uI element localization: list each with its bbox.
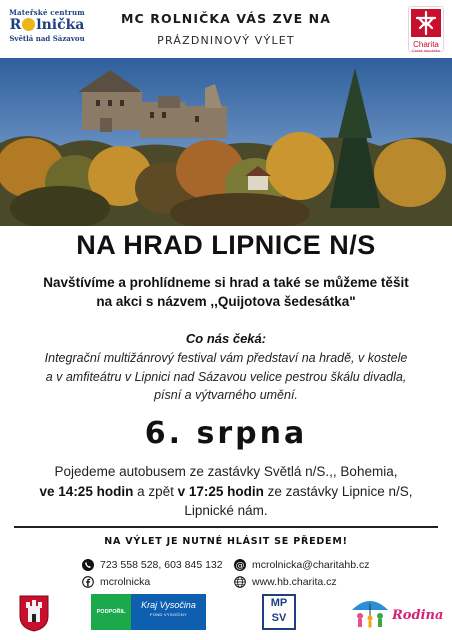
facebook-contact [82,575,150,589]
program-line1: Integrační multižánrový festival vám představí na hradě, v kostele [44,351,408,365]
program-line2: a v amfiteátru v Lipnici nad Sázavou velice pestrou škálu divadla, [45,369,407,384]
header-title-line1: MC ROLNIČKA VÁS ZVE NA [121,11,331,26]
main-title: NA HRAD LIPNICE N/S [76,230,376,260]
charita-logo-subtitle: Česká republika [412,49,440,53]
phone-contact [82,558,223,572]
transport-line1: Pojedeme autobusem ze zastávky Světlá n/S.,, Bohemia, [54,464,398,479]
mpsv-logo [262,594,296,630]
facebook-icon [82,576,94,588]
rolnicka-logo-name [6,17,88,34]
rolnicka-logo-name-post: lnička [36,17,85,33]
header [0,0,452,58]
kraj-vysocina-logo [91,594,206,630]
mpsv-line2: SV [271,612,287,624]
intro-text [10,273,442,311]
email-contact [234,558,369,572]
kraj-name-block [131,594,206,630]
rolnicka-logo-line1: Mateřské centrum [9,8,85,17]
rolnicka-logo-line3: Světlá nad Sázavou [9,34,85,43]
at-icon [234,559,246,571]
charita-cross-icon [411,9,441,37]
email-text[interactable]: mcrolnicka@charitahb.cz [252,559,370,571]
mpsv-line1: MP [270,597,288,609]
event-date: 6. srpna [144,416,308,451]
intro-line2: na akci s názvem ,,Quijotova šedesátka" [96,294,356,309]
kraj-podporil: PODPOŘIL [91,594,131,630]
charita-logo [408,6,444,52]
departure-time: ve 14:25 hodin [39,483,134,499]
charita-logo-name: Charita [413,40,439,49]
rolnicka-logo-name-pre: R [9,17,22,33]
transport-line2-post: ze zastávky Lipnice n/S, [263,483,413,499]
globe-icon [234,576,246,588]
divider [14,526,438,528]
program-line3: písní a výtvarného umění. [154,388,298,402]
family-umbrella-icon [350,596,392,630]
kraj-sub: FOND VYSOČINY [149,612,187,617]
transport-line2-mid: a zpět [133,483,178,499]
kraj-name: Kraj Vysočina [141,600,196,610]
program-heading: Co nás čeká: [185,331,267,346]
castle-photo [0,58,452,226]
bell-icon [22,18,35,31]
phone-icon [82,559,94,571]
intro-line1: Navštívíme a prohlídneme si hrad a také se můžeme těšit [43,275,409,290]
web-text[interactable]: www.hb.charita.cz [252,576,337,588]
phone-text[interactable]: 723 558 528, 603 845 132 [100,559,223,571]
transport-line3: Lipnické nám. [184,503,268,518]
svetla-crest-logo [18,594,50,636]
web-contact [234,575,337,589]
transport-info [6,462,446,521]
rolnicka-logo [6,8,88,52]
registration-notice: NA VÝLET JE NUTNÉ HLÁSIT SE PŘEDEM! [104,536,348,547]
crest-icon [18,594,50,632]
rodina-logo [350,596,446,630]
rodina-name: Rodina [392,608,444,623]
transport-line2 [6,482,446,502]
return-time: v 17:25 hodin [177,483,264,499]
svg-text:@: @ [235,561,245,571]
header-title-line2: PRÁZDNINOVÝ VÝLET [157,34,295,47]
facebook-text[interactable]: mcrolnicka [100,576,151,588]
program-description [14,349,438,405]
